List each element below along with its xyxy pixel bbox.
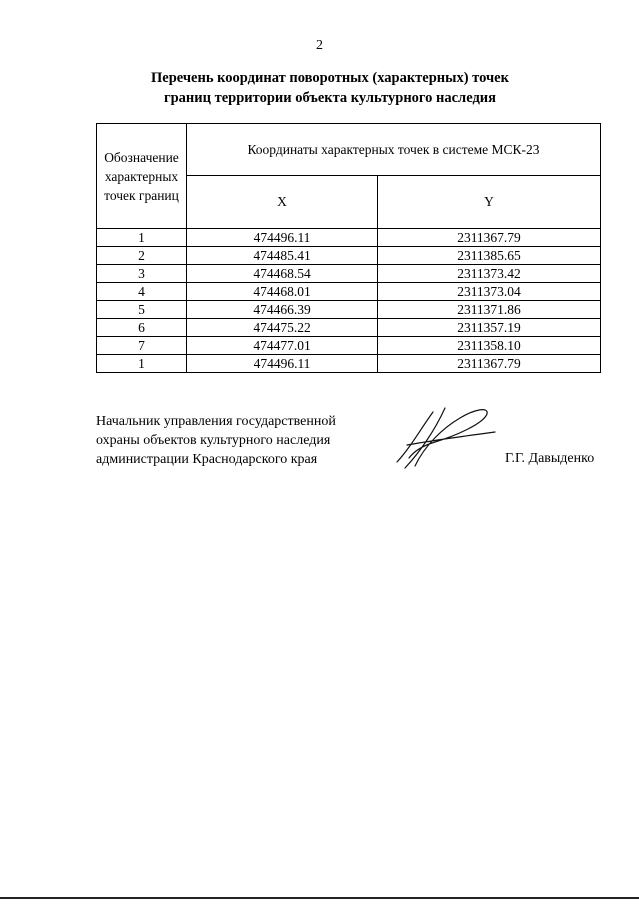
x-coordinate-cell: 474496.11 [187,355,378,373]
y-coordinate-cell: 2311371.86 [378,301,601,319]
x-coordinate-cell: 474485.41 [187,247,378,265]
point-cell: 1 [97,355,187,373]
y-coordinate-cell: 2311367.79 [378,355,601,373]
point-cell: 6 [97,319,187,337]
y-coordinate-cell: 2311385.65 [378,247,601,265]
x-column-header: X [187,176,378,229]
signatory-position [96,412,396,469]
table-row [97,229,601,247]
position-line-1: Начальник управления государственной [96,414,336,429]
title-line-1: Перечень координат поворотных (характерных) точек [151,70,509,86]
table-row [97,319,601,337]
point-cell: 3 [97,265,187,283]
point-cell: 1 [97,229,187,247]
x-coordinate-cell: 474475.22 [187,319,378,337]
page-bottom-rule [0,897,639,899]
signer-name: Г.Г. Давыденко [505,451,595,466]
x-coordinate-cell: 474468.54 [187,265,378,283]
y-coordinate-cell: 2311373.42 [378,265,601,283]
x-coordinate-cell: 474468.01 [187,283,378,301]
table-row [97,247,601,265]
x-coordinate-cell: 474496.11 [187,229,378,247]
designation-header: Обозначение характерных точек границ [97,124,187,229]
coordinates-table-body [97,229,601,373]
coordinates-table [96,123,601,373]
x-coordinate-cell: 474466.39 [187,301,378,319]
page-number: 2 [316,38,323,53]
table-row [97,355,601,373]
y-coordinate-cell: 2311367.79 [378,229,601,247]
y-coordinate-cell: 2311373.04 [378,283,601,301]
y-column-header: Y [378,176,601,229]
table-row [97,337,601,355]
y-coordinate-cell: 2311357.19 [378,319,601,337]
table-row [97,265,601,283]
table-row [97,283,601,301]
point-cell: 7 [97,337,187,355]
title-line-2: границ территории объекта культурного наследия [164,90,496,106]
table-row [97,301,601,319]
y-coordinate-cell: 2311358.10 [378,337,601,355]
position-line-2: охраны объектов культурного наследия [96,433,331,448]
coordinates-header: Координаты характерных точек в системе МСК-23 [187,124,601,176]
point-cell: 4 [97,283,187,301]
point-cell: 5 [97,301,187,319]
position-line-3: администрации Краснодарского края [96,452,318,467]
x-coordinate-cell: 474477.01 [187,337,378,355]
handwritten-signature [385,400,500,475]
document-title [60,68,600,108]
point-cell: 2 [97,247,187,265]
